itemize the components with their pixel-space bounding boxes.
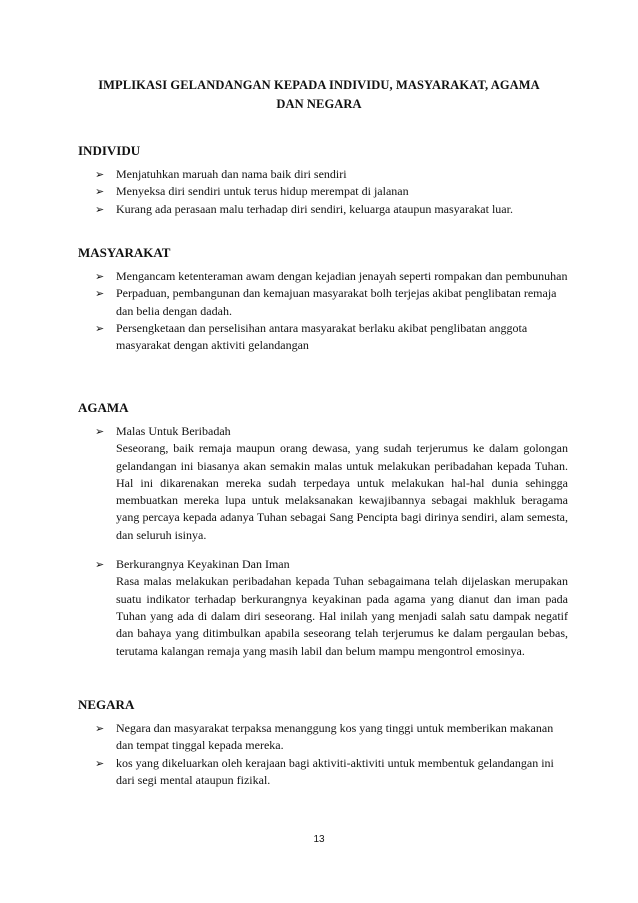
list-item: ➢ Persengketaan dan perselisihan antara masyarakat berlaku akibat penglibatan anggota masyarakat dengan aktiviti gelandangan bbox=[95, 320, 528, 353]
item-title: Berkurangnya Keyakinan Dan Iman bbox=[116, 557, 290, 572]
item-body: Seseorang, baik remaja maupun orang dewasa, yang sudah terjerumus ke dalam golongan gelandangan ini biasanya akan semakin malas untuk melakukan peribadahan kepada Tuhan. Hal ini dikarenakan mereka sudah terpedaya untuk melakukan hal-hal dunia sehingga membuatkan mereka lupa untuk melaksanakan kewajibannya sebagai makhluk beragama yang percaya kepada adanya Tuhan sebagai Sang Pencipta bagi dirinya sendiri, alam semesta, dan seluruh isinya. bbox=[116, 441, 568, 542]
arrow-bullet-icon: ➢ bbox=[95, 558, 105, 572]
arrow-bullet-icon: ➢ bbox=[95, 270, 105, 283]
section-heading-masyarakat: MASYARAKAT bbox=[78, 245, 171, 260]
list-item: ➢ Menyeksa diri sendiri untuk terus hidup merempat di jalanan bbox=[78, 183, 568, 200]
arrow-bullet-icon: ➢ bbox=[95, 185, 105, 199]
arrow-bullet-icon: ➢ bbox=[95, 321, 105, 335]
arrow-bullet-icon: ➢ bbox=[95, 202, 105, 216]
document-title bbox=[0, 76, 638, 114]
arrow-bullet-icon: ➢ bbox=[95, 722, 105, 735]
section-masyarakat bbox=[78, 244, 568, 354]
negara-list bbox=[78, 720, 568, 789]
section-negara bbox=[78, 696, 568, 789]
arrow-bullet-icon: ➢ bbox=[95, 425, 105, 438]
item-body: Rasa malas melakukan peribadahan kepada Tuhan sebagaimana telah dijelaskan merupakan suatu indikator terhadap berkurangnya keyakinan pada agama yang dianut dan iman pada Tuhan yang ada di dalam diri seseorang. Hal inilah yang menjadi salah satu dampak negatif dan bahaya yang ditimbulkan apabila seseorang telah terjerumus ke dalam pergaulan bebas, terutama kalangan remaja yang masih labil dan belum mampu mengontrol emosinya. bbox=[116, 574, 568, 658]
arrow-bullet-icon: ➢ bbox=[95, 756, 105, 770]
section-heading-negara: NEGARA bbox=[78, 697, 135, 712]
page-number: 13 bbox=[313, 834, 325, 845]
title-line-1: IMPLIKASI GELANDANGAN KEPADA INDIVIDU, MASYARAKAT, AGAMA bbox=[98, 78, 540, 92]
list-item: ➢ Menjatuhkan maruah dan nama baik diri sendiri bbox=[78, 166, 568, 183]
arrow-bullet-icon: ➢ bbox=[95, 287, 105, 301]
list-item: ➢ Kurang ada perasaan malu terhadap diri sendiri, keluarga ataupun masyarakat luar. bbox=[78, 201, 568, 218]
title-line-2: DAN NEGARA bbox=[276, 97, 362, 111]
list-item bbox=[78, 423, 568, 544]
section-heading-agama: AGAMA bbox=[78, 400, 129, 415]
list-item: ➢ Negara dan masyarakat terpaksa menanggung kos yang tinggi untuk memberikan makanan dan tempat tinggal kepada mereka. bbox=[95, 721, 554, 753]
list-item: ➢ kos yang dikeluarkan oleh kerajaan bagi aktiviti-aktiviti untuk membentuk gelandangan ini dari segi mental ataupun fizikal. bbox=[95, 755, 554, 787]
arrow-bullet-icon: ➢ bbox=[95, 168, 105, 181]
individu-list bbox=[78, 166, 568, 218]
list-item: ➢ Perpaduan, pembangunan dan kemajuan masyarakat bolh terjejas akibat penglibatan remaja dan belia dengan dadah. bbox=[95, 286, 557, 318]
section-agama bbox=[78, 399, 568, 660]
masyarakat-list bbox=[78, 268, 568, 354]
section-individu bbox=[78, 142, 568, 218]
agama-list bbox=[78, 423, 568, 660]
list-item bbox=[78, 556, 568, 660]
section-heading-individu: INDIVIDU bbox=[78, 143, 141, 158]
item-title: Malas Untuk Beribadah bbox=[116, 424, 231, 438]
list-item: ➢ Mengancam ketenteraman awam dengan kejadian jenayah seperti rompakan dan pembunuhan bbox=[78, 268, 568, 285]
